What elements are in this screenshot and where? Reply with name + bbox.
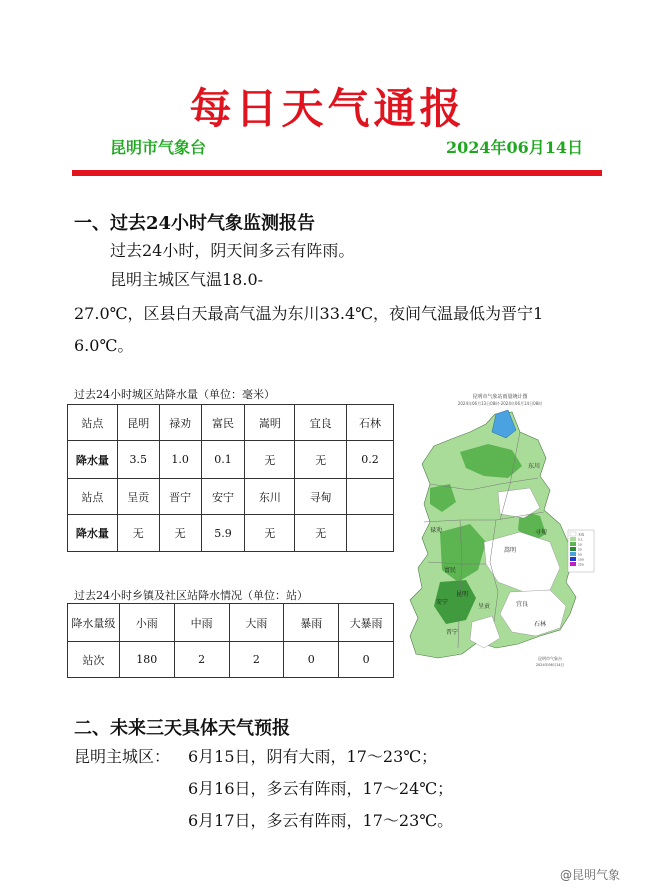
table-row [68, 642, 394, 678]
table-cell: 无 [245, 441, 295, 479]
table-cell: 降水量 [68, 515, 118, 552]
map-title: 昆明市气象站雨量统计图 [472, 394, 528, 400]
region-label: 晋宁 [446, 629, 459, 636]
table-cell: 小雨 [119, 604, 174, 642]
table-cell: 180 [119, 642, 174, 678]
table-cell: 无 [159, 515, 201, 552]
table-cell: 0.1 [201, 441, 245, 479]
region-label: 安宁 [436, 599, 449, 606]
table-cell: 宜良 [295, 405, 347, 441]
legend-label: 25 [578, 547, 582, 552]
forecast-area-label: 昆明主城区： [74, 747, 171, 766]
report-title: 每日天气通报 [189, 84, 466, 133]
legend-label: 100 [578, 557, 584, 562]
section1-para2-line1: 昆明主城区气温18.0- [110, 270, 264, 289]
table-row [68, 441, 394, 479]
table-cell: 无 [295, 441, 347, 479]
section2-heading: 二、未来三天具体天气预报 [74, 718, 290, 739]
table-cell: 2 [229, 642, 284, 678]
table-cell: 寻甸 [295, 479, 347, 515]
section1-heading: 一、过去24小时气象监测报告 [74, 213, 316, 234]
table-cell: 大雨 [229, 604, 284, 642]
forecast-day3: 6月17日，多云有阵雨，17～23℃。 [188, 811, 454, 830]
table-cell: 5.9 [201, 515, 245, 552]
table-cell: 安宁 [201, 479, 245, 515]
weibo-watermark: @昆明气象 [560, 868, 621, 882]
table-cell: 0 [284, 642, 339, 678]
region-label: 嵩明 [504, 547, 517, 554]
map-footer-date: 2024年06月14日 [535, 663, 565, 667]
legend-label: 50 [578, 552, 582, 557]
region-label: 呈贡 [478, 603, 491, 610]
table-row [68, 515, 394, 552]
forecast-day1: 6月15日，阴有大雨，17～23℃； [188, 747, 438, 766]
table-cell: 站次 [68, 642, 120, 678]
table-cell: 3.5 [117, 441, 159, 479]
township-rainfall-table [67, 603, 394, 678]
table-cell: 晋宁 [159, 479, 201, 515]
table-cell: 中雨 [174, 604, 229, 642]
table-cell: 站点 [68, 479, 118, 515]
region-label: 昆明 [456, 591, 469, 598]
table-cell: 0 [339, 642, 394, 678]
region-label: 禄劝 [430, 527, 443, 534]
table-cell: 昆明 [117, 405, 159, 441]
table-cell: 无 [295, 515, 347, 552]
table-cell: 降水量级 [68, 604, 120, 642]
table-cell: 0.2 [347, 441, 394, 479]
map-subtitle: 2024年06月13日08时-2024年06月14日08时 [457, 401, 543, 406]
table-cell: 石林 [347, 405, 394, 441]
map-footer: 昆明市气象台 [538, 656, 562, 661]
region-label: 富民 [444, 567, 457, 574]
table-row [68, 479, 394, 515]
legend-label: 250 [578, 562, 584, 567]
legend-label: 无雨 [578, 532, 585, 537]
table-row [68, 604, 394, 642]
map-legend [568, 530, 594, 572]
table-cell: 2 [174, 642, 229, 678]
table-cell: 呈贡 [117, 479, 159, 515]
table-cell: 站点 [68, 405, 118, 441]
table-cell [347, 515, 394, 552]
table-row [68, 405, 394, 441]
legend-label: 0.1 [578, 537, 583, 542]
region-label: 宜良 [516, 601, 529, 608]
table-cell: 暴雨 [284, 604, 339, 642]
report-date: 2024年06月14日 [446, 138, 584, 157]
forecast-day2: 6月16日，多云有阵雨，17～24℃； [188, 779, 454, 798]
map-no-rain-area [500, 590, 566, 636]
table-cell: 降水量 [68, 441, 118, 479]
table-cell: 无 [245, 515, 295, 552]
table-cell: 东川 [245, 479, 295, 515]
table-cell: 嵩明 [245, 405, 295, 441]
table-cell: 禄劝 [159, 405, 201, 441]
table-cell: 大暴雨 [339, 604, 394, 642]
region-label: 石林 [534, 621, 547, 628]
table-cell: 富民 [201, 405, 245, 441]
header-divider [72, 170, 602, 176]
section1-para2-line3: 6.0℃。 [74, 336, 134, 355]
table2-caption: 过去24小时乡镇及社区站降水情况（单位：站） [74, 589, 308, 602]
rainfall-map [400, 392, 600, 672]
legend-label: 10 [578, 542, 582, 547]
section1-para1: 过去24小时，阴天间多云有阵雨。 [110, 241, 355, 260]
table-cell [347, 479, 394, 515]
city-rainfall-table [67, 404, 394, 552]
section1-para2-line2: 27.0℃，区县白天最高气温为东川33.4℃，夜间气温最低为晋宁1 [74, 304, 544, 323]
table-cell: 1.0 [159, 441, 201, 479]
region-label: 寻甸 [535, 529, 548, 536]
region-label: 东川 [528, 463, 541, 470]
table1-caption: 过去24小时城区站降水量（单位：毫米） [74, 388, 275, 401]
issuer-name: 昆明市气象台 [110, 138, 207, 157]
table-cell: 无 [117, 515, 159, 552]
